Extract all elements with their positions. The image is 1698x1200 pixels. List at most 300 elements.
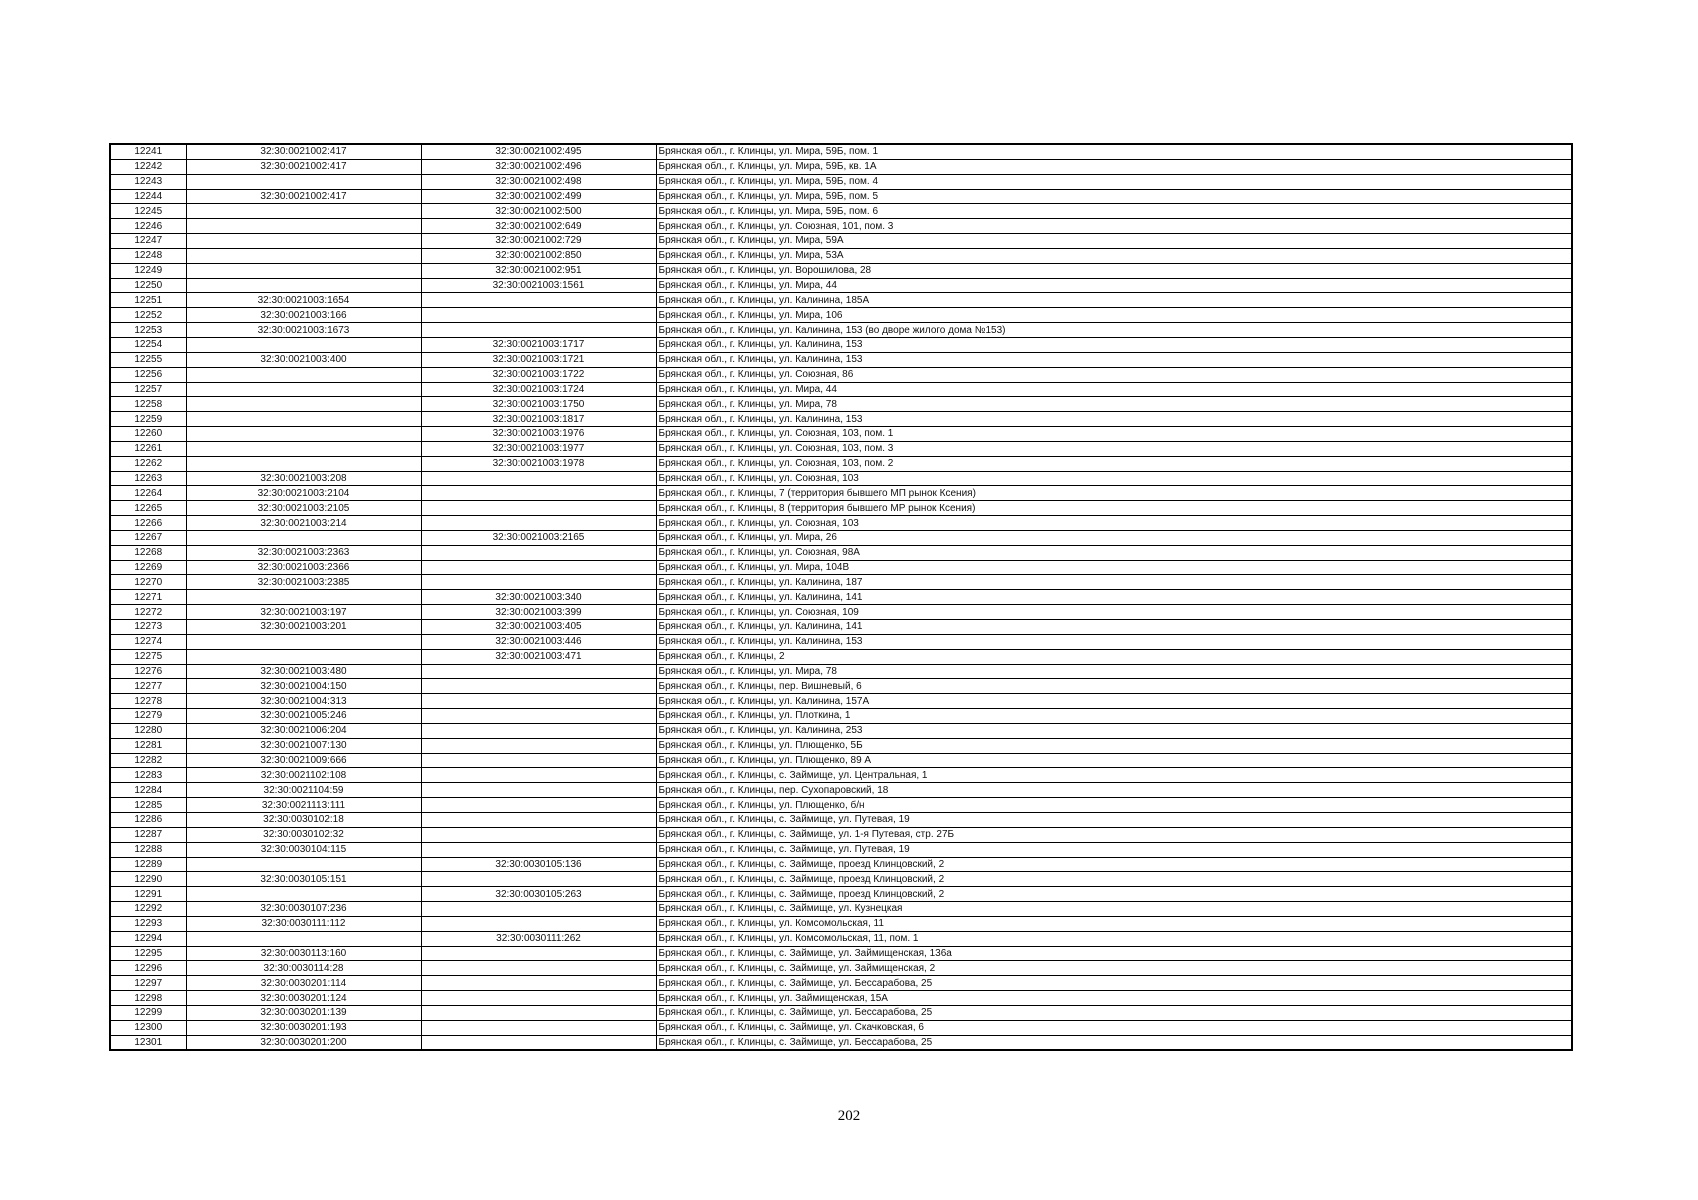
- address-cell: Брянская обл., г. Клинцы, ул. Мира, 78: [656, 397, 1572, 412]
- cadastral-number-cell: [421, 1035, 656, 1050]
- parent-cadastral-number-cell: 32:30:0021003:197: [186, 605, 421, 620]
- row-number-cell: 12243: [110, 174, 186, 189]
- table-row: [110, 323, 1572, 338]
- table-row: [110, 709, 1572, 724]
- address-cell: Брянская обл., г. Клинцы, 8 (территория бывшего МР рынок Ксения): [656, 501, 1572, 516]
- cadastral-number-cell: [421, 293, 656, 308]
- parent-cadastral-number-cell: [186, 367, 421, 382]
- parent-cadastral-number-cell: 32:30:0021003:2366: [186, 560, 421, 575]
- address-cell: Брянская обл., г. Клинцы, ул. Комсомольская, 11: [656, 916, 1572, 931]
- table-row: [110, 560, 1572, 575]
- table-row: [110, 308, 1572, 323]
- row-number-cell: 12298: [110, 991, 186, 1006]
- cadastral-number-cell: 32:30:0021002:951: [421, 263, 656, 278]
- cadastral-number-cell: 32:30:0021002:850: [421, 248, 656, 263]
- row-number-cell: 12269: [110, 560, 186, 575]
- parent-cadastral-number-cell: [186, 441, 421, 456]
- address-cell: Брянская обл., г. Клинцы, ул. Союзная, 103, пом. 2: [656, 456, 1572, 471]
- table-row: [110, 946, 1572, 961]
- row-number-cell: 12251: [110, 293, 186, 308]
- address-cell: Брянская обл., г. Клинцы, ул. Калинина, 141: [656, 590, 1572, 605]
- table-row: [110, 738, 1572, 753]
- table-row: [110, 812, 1572, 827]
- row-number-cell: 12250: [110, 278, 186, 293]
- cadastral-number-cell: [421, 545, 656, 560]
- address-cell: Брянская обл., г. Клинцы, ул. Мира, 59Б, кв. 1А: [656, 159, 1572, 174]
- parent-cadastral-number-cell: 32:30:0030201:193: [186, 1020, 421, 1035]
- row-number-cell: 12295: [110, 946, 186, 961]
- parent-cadastral-number-cell: [186, 278, 421, 293]
- row-number-cell: 12283: [110, 768, 186, 783]
- address-cell: Брянская обл., г. Клинцы, ул. Мира, 59Б, пом. 1: [656, 144, 1572, 159]
- address-cell: Брянская обл., г. Клинцы, с. Займище, ул. Займищенская, 2: [656, 961, 1572, 976]
- table-row: [110, 530, 1572, 545]
- cadastral-number-cell: [421, 486, 656, 501]
- table-row: [110, 501, 1572, 516]
- table-row: [110, 976, 1572, 991]
- row-number-cell: 12279: [110, 709, 186, 724]
- table-row: [110, 605, 1572, 620]
- row-number-cell: 12267: [110, 530, 186, 545]
- cadastral-number-cell: 32:30:0021003:1977: [421, 441, 656, 456]
- cadastral-number-cell: 32:30:0021003:1976: [421, 427, 656, 442]
- row-number-cell: 12252: [110, 308, 186, 323]
- cadastral-number-cell: 32:30:0021003:1978: [421, 456, 656, 471]
- address-cell: Брянская обл., г. Клинцы, ул. Калинина, 141: [656, 620, 1572, 635]
- address-cell: Брянская обл., г. Клинцы, ул. Союзная, 86: [656, 367, 1572, 382]
- cadastral-number-cell: [421, 575, 656, 590]
- parent-cadastral-number-cell: 32:30:0030113:160: [186, 946, 421, 961]
- parent-cadastral-number-cell: 32:30:0021003:166: [186, 308, 421, 323]
- row-number-cell: 12285: [110, 798, 186, 813]
- address-cell: Брянская обл., г. Клинцы, ул. Мира, 44: [656, 382, 1572, 397]
- table-row: [110, 931, 1572, 946]
- row-number-cell: 12255: [110, 352, 186, 367]
- cadastral-number-cell: [421, 753, 656, 768]
- cadastral-number-cell: 32:30:0021003:1717: [421, 337, 656, 352]
- address-cell: Брянская обл., г. Клинцы, ул. Плющенко, б/н: [656, 798, 1572, 813]
- row-number-cell: 12260: [110, 427, 186, 442]
- row-number-cell: 12271: [110, 590, 186, 605]
- address-cell: Брянская обл., г. Клинцы, с. Займище, проезд Клинцовский, 2: [656, 857, 1572, 872]
- table-row: [110, 679, 1572, 694]
- address-cell: Брянская обл., г. Клинцы, ул. Плющенко, 5Б: [656, 738, 1572, 753]
- parent-cadastral-number-cell: 32:30:0021003:1654: [186, 293, 421, 308]
- parent-cadastral-number-cell: 32:30:0021003:480: [186, 664, 421, 679]
- table-row: [110, 159, 1572, 174]
- table-row: [110, 352, 1572, 367]
- table-row: [110, 1020, 1572, 1035]
- parent-cadastral-number-cell: 32:30:0021009:666: [186, 753, 421, 768]
- row-number-cell: 12247: [110, 234, 186, 249]
- parent-cadastral-number-cell: [186, 337, 421, 352]
- cadastral-number-cell: [421, 308, 656, 323]
- parent-cadastral-number-cell: 32:30:0021002:417: [186, 159, 421, 174]
- row-number-cell: 12284: [110, 783, 186, 798]
- table-row: [110, 916, 1572, 931]
- row-number-cell: 12275: [110, 649, 186, 664]
- address-cell: Брянская обл., г. Клинцы, с. Займище, ул. Путевая, 19: [656, 842, 1572, 857]
- table-row: [110, 189, 1572, 204]
- cadastral-number-cell: 32:30:0030111:262: [421, 931, 656, 946]
- table-row: [110, 768, 1572, 783]
- cadastral-number-cell: 32:30:0021002:649: [421, 219, 656, 234]
- cadastral-number-cell: 32:30:0030105:136: [421, 857, 656, 872]
- cadastral-number-cell: 32:30:0021003:1817: [421, 412, 656, 427]
- row-number-cell: 12257: [110, 382, 186, 397]
- cadastral-number-cell: [421, 516, 656, 531]
- cadastral-number-cell: [421, 738, 656, 753]
- row-number-cell: 12268: [110, 545, 186, 560]
- table-row: [110, 783, 1572, 798]
- row-number-cell: 12293: [110, 916, 186, 931]
- table-row: [110, 723, 1572, 738]
- address-cell: Брянская обл., г. Клинцы, ул. Ворошилова, 28: [656, 263, 1572, 278]
- cadastral-number-cell: 32:30:0021003:2165: [421, 530, 656, 545]
- address-cell: Брянская обл., г. Клинцы, ул. Калинина, 153: [656, 634, 1572, 649]
- parent-cadastral-number-cell: [186, 234, 421, 249]
- address-cell: Брянская обл., г. Клинцы, ул. Союзная, 103: [656, 471, 1572, 486]
- address-cell: Брянская обл., г. Клинцы, ул. Мира, 106: [656, 308, 1572, 323]
- table-row: [110, 293, 1572, 308]
- address-cell: Брянская обл., г. Клинцы, ул. Калинина, 187: [656, 575, 1572, 590]
- parent-cadastral-number-cell: [186, 397, 421, 412]
- cadastral-number-cell: 32:30:0021003:446: [421, 634, 656, 649]
- row-number-cell: 12276: [110, 664, 186, 679]
- table-row: [110, 367, 1572, 382]
- row-number-cell: 12265: [110, 501, 186, 516]
- address-cell: Брянская обл., г. Клинцы, ул. Калинина, 153: [656, 412, 1572, 427]
- cadastral-number-cell: [421, 902, 656, 917]
- address-cell: Брянская обл., г. Клинцы, ул. Плоткина, 1: [656, 709, 1572, 724]
- row-number-cell: 12254: [110, 337, 186, 352]
- address-cell: Брянская обл., г. Клинцы, ул. Комсомольская, 11, пом. 1: [656, 931, 1572, 946]
- table-row: [110, 991, 1572, 1006]
- table-row: [110, 204, 1572, 219]
- row-number-cell: 12278: [110, 694, 186, 709]
- parent-cadastral-number-cell: 32:30:0030102:32: [186, 827, 421, 842]
- row-number-cell: 12272: [110, 605, 186, 620]
- parent-cadastral-number-cell: [186, 219, 421, 234]
- table-row: [110, 827, 1572, 842]
- row-number-cell: 12249: [110, 263, 186, 278]
- address-cell: Брянская обл., г. Клинцы, ул. Союзная, 103: [656, 516, 1572, 531]
- address-cell: Брянская обл., г. Клинцы, ул. Мира, 78: [656, 664, 1572, 679]
- parent-cadastral-number-cell: 32:30:0021004:150: [186, 679, 421, 694]
- address-cell: Брянская обл., г. Клинцы, 7 (территория бывшего МП рынок Ксения): [656, 486, 1572, 501]
- table-row: [110, 248, 1572, 263]
- table-row: [110, 902, 1572, 917]
- address-cell: Брянская обл., г. Клинцы, с. Займище, проезд Клинцовский, 2: [656, 872, 1572, 887]
- parent-cadastral-number-cell: [186, 931, 421, 946]
- parent-cadastral-number-cell: 32:30:0030104:115: [186, 842, 421, 857]
- row-number-cell: 12264: [110, 486, 186, 501]
- table-row: [110, 857, 1572, 872]
- address-cell: Брянская обл., г. Клинцы, с. Займище, ул. Центральная, 1: [656, 768, 1572, 783]
- cadastral-number-cell: [421, 783, 656, 798]
- row-number-cell: 12245: [110, 204, 186, 219]
- cadastral-number-cell: [421, 723, 656, 738]
- register-table-body: [110, 144, 1572, 1050]
- row-number-cell: 12263: [110, 471, 186, 486]
- address-cell: Брянская обл., г. Клинцы, ул. Калинина, 153 (во дворе жилого дома №153): [656, 323, 1572, 338]
- address-cell: Брянская обл., г. Клинцы, ул. Мира, 104В: [656, 560, 1572, 575]
- address-cell: Брянская обл., г. Клинцы, 2: [656, 649, 1572, 664]
- parent-cadastral-number-cell: [186, 204, 421, 219]
- row-number-cell: 12297: [110, 976, 186, 991]
- table-row: [110, 842, 1572, 857]
- address-cell: Брянская обл., г. Клинцы, ул. Займищенская, 15А: [656, 991, 1572, 1006]
- table-row: [110, 382, 1572, 397]
- cadastral-number-cell: [421, 976, 656, 991]
- parent-cadastral-number-cell: [186, 382, 421, 397]
- row-number-cell: 12244: [110, 189, 186, 204]
- address-cell: Брянская обл., г. Клинцы, ул. Мира, 26: [656, 530, 1572, 545]
- row-number-cell: 12287: [110, 827, 186, 842]
- row-number-cell: 12289: [110, 857, 186, 872]
- parent-cadastral-number-cell: 32:30:0030107:236: [186, 902, 421, 917]
- parent-cadastral-number-cell: [186, 649, 421, 664]
- table-row: [110, 753, 1572, 768]
- address-cell: Брянская обл., г. Клинцы, ул. Калинина, 185А: [656, 293, 1572, 308]
- parent-cadastral-number-cell: 32:30:0021003:2105: [186, 501, 421, 516]
- row-number-cell: 12242: [110, 159, 186, 174]
- table-row: [110, 412, 1572, 427]
- row-number-cell: 12288: [110, 842, 186, 857]
- address-cell: Брянская обл., г. Клинцы, ул. Союзная, 103, пом. 1: [656, 427, 1572, 442]
- address-cell: Брянская обл., г. Клинцы, ул. Калинина, 153: [656, 337, 1572, 352]
- parent-cadastral-number-cell: 32:30:0021006:204: [186, 723, 421, 738]
- table-row: [110, 441, 1572, 456]
- cadastral-number-cell: [421, 991, 656, 1006]
- address-cell: Брянская обл., г. Клинцы, ул. Союзная, 98А: [656, 545, 1572, 560]
- table-row: [110, 887, 1572, 902]
- cadastral-number-cell: [421, 916, 656, 931]
- cadastral-number-cell: 32:30:0021003:405: [421, 620, 656, 635]
- address-cell: Брянская обл., г. Клинцы, ул. Мира, 53А: [656, 248, 1572, 263]
- cadastral-number-cell: [421, 560, 656, 575]
- cadastral-number-cell: [421, 1020, 656, 1035]
- row-number-cell: 12248: [110, 248, 186, 263]
- parent-cadastral-number-cell: [186, 427, 421, 442]
- cadastral-number-cell: [421, 946, 656, 961]
- address-cell: Брянская обл., г. Клинцы, ул. Мира, 59Б, пом. 6: [656, 204, 1572, 219]
- row-number-cell: 12281: [110, 738, 186, 753]
- address-cell: Брянская обл., г. Клинцы, ул. Союзная, 101, пом. 3: [656, 219, 1572, 234]
- address-cell: Брянская обл., г. Клинцы, с. Займище, ул. Скачковская, 6: [656, 1020, 1572, 1035]
- table-row: [110, 590, 1572, 605]
- table-row: [110, 664, 1572, 679]
- table-row: [110, 620, 1572, 635]
- table-row: [110, 278, 1572, 293]
- cadastral-number-cell: [421, 961, 656, 976]
- table-row: [110, 263, 1572, 278]
- table-row: [110, 575, 1572, 590]
- row-number-cell: 12282: [110, 753, 186, 768]
- table-row: [110, 961, 1572, 976]
- row-number-cell: 12241: [110, 144, 186, 159]
- row-number-cell: 12246: [110, 219, 186, 234]
- table-row: [110, 456, 1572, 471]
- row-number-cell: 12262: [110, 456, 186, 471]
- cadastral-number-cell: 32:30:0030105:263: [421, 887, 656, 902]
- parent-cadastral-number-cell: 32:30:0030114:28: [186, 961, 421, 976]
- row-number-cell: 12294: [110, 931, 186, 946]
- row-number-cell: 12253: [110, 323, 186, 338]
- parent-cadastral-number-cell: 32:30:0030105:151: [186, 872, 421, 887]
- parent-cadastral-number-cell: [186, 530, 421, 545]
- cadastral-number-cell: [421, 1005, 656, 1020]
- row-number-cell: 12296: [110, 961, 186, 976]
- table-row: [110, 219, 1572, 234]
- row-number-cell: 12258: [110, 397, 186, 412]
- parent-cadastral-number-cell: [186, 412, 421, 427]
- parent-cadastral-number-cell: [186, 590, 421, 605]
- table-row: [110, 427, 1572, 442]
- cadastral-number-cell: [421, 323, 656, 338]
- row-number-cell: 12301: [110, 1035, 186, 1050]
- cadastral-number-cell: 32:30:0021002:496: [421, 159, 656, 174]
- parent-cadastral-number-cell: 32:30:0021003:214: [186, 516, 421, 531]
- parent-cadastral-number-cell: 32:30:0030111:112: [186, 916, 421, 931]
- cadastral-number-cell: 32:30:0021003:399: [421, 605, 656, 620]
- address-cell: Брянская обл., г. Клинцы, ул. Мира, 59Б, пом. 4: [656, 174, 1572, 189]
- row-number-cell: 12290: [110, 872, 186, 887]
- address-cell: Брянская обл., г. Клинцы, пер. Сухопаровский, 18: [656, 783, 1572, 798]
- parent-cadastral-number-cell: 32:30:0021005:246: [186, 709, 421, 724]
- cadastral-number-cell: [421, 872, 656, 887]
- table-row: [110, 516, 1572, 531]
- row-number-cell: 12299: [110, 1005, 186, 1020]
- cadastral-number-cell: [421, 709, 656, 724]
- parent-cadastral-number-cell: [186, 263, 421, 278]
- register-table-container: [109, 143, 1571, 1051]
- table-row: [110, 174, 1572, 189]
- address-cell: Брянская обл., г. Клинцы, ул. Мира, 59А: [656, 234, 1572, 249]
- parent-cadastral-number-cell: 32:30:0021002:417: [186, 144, 421, 159]
- cadastral-number-cell: [421, 679, 656, 694]
- parent-cadastral-number-cell: 32:30:0030201:124: [186, 991, 421, 1006]
- address-cell: Брянская обл., г. Клинцы, с. Займище, проезд Клинцовский, 2: [656, 887, 1572, 902]
- address-cell: Брянская обл., г. Клинцы, ул. Союзная, 103, пом. 3: [656, 441, 1572, 456]
- address-cell: Брянская обл., г. Клинцы, с. Займище, ул. Бессарабова, 25: [656, 1035, 1572, 1050]
- address-cell: Брянская обл., г. Клинцы, с. Займище, ул. Бессарабова, 25: [656, 976, 1572, 991]
- cadastral-number-cell: [421, 842, 656, 857]
- table-row: [110, 397, 1572, 412]
- cadastral-number-cell: [421, 501, 656, 516]
- address-cell: Брянская обл., г. Клинцы, с. Займище, ул. Займищенская, 136а: [656, 946, 1572, 961]
- address-cell: Брянская обл., г. Клинцы, ул. Калинина, 253: [656, 723, 1572, 738]
- cadastral-number-cell: 32:30:0021002:500: [421, 204, 656, 219]
- row-number-cell: 12280: [110, 723, 186, 738]
- table-row: [110, 545, 1572, 560]
- cadastral-number-cell: 32:30:0021003:1722: [421, 367, 656, 382]
- table-row: [110, 337, 1572, 352]
- parent-cadastral-number-cell: 32:30:0030201:139: [186, 1005, 421, 1020]
- cadastral-number-cell: 32:30:0021003:471: [421, 649, 656, 664]
- parent-cadastral-number-cell: [186, 887, 421, 902]
- parent-cadastral-number-cell: 32:30:0030201:114: [186, 976, 421, 991]
- address-cell: Брянская обл., г. Клинцы, ул. Калинина, 157А: [656, 694, 1572, 709]
- address-cell: Брянская обл., г. Клинцы, ул. Мира, 44: [656, 278, 1572, 293]
- parent-cadastral-number-cell: 32:30:0021004:313: [186, 694, 421, 709]
- parent-cadastral-number-cell: [186, 248, 421, 263]
- table-row: [110, 1005, 1572, 1020]
- parent-cadastral-number-cell: 32:30:0021003:208: [186, 471, 421, 486]
- address-cell: Брянская обл., г. Клинцы, с. Займище, ул. 1-я Путевая, стр. 27Б: [656, 827, 1572, 842]
- table-row: [110, 234, 1572, 249]
- address-cell: Брянская обл., г. Клинцы, ул. Мира, 59Б, пом. 5: [656, 189, 1572, 204]
- address-cell: Брянская обл., г. Клинцы, с. Займище, ул. Кузнецкая: [656, 902, 1572, 917]
- parent-cadastral-number-cell: 32:30:0021003:400: [186, 352, 421, 367]
- parent-cadastral-number-cell: [186, 456, 421, 471]
- table-row: [110, 471, 1572, 486]
- cadastral-number-cell: [421, 768, 656, 783]
- table-row: [110, 486, 1572, 501]
- table-row: [110, 649, 1572, 664]
- cadastral-number-cell: 32:30:0021003:1561: [421, 278, 656, 293]
- row-number-cell: 12292: [110, 902, 186, 917]
- page-number: 202: [837, 1108, 861, 1124]
- parent-cadastral-number-cell: 32:30:0021113:111: [186, 798, 421, 813]
- row-number-cell: 12266: [110, 516, 186, 531]
- parent-cadastral-number-cell: [186, 174, 421, 189]
- row-number-cell: 12270: [110, 575, 186, 590]
- parent-cadastral-number-cell: [186, 857, 421, 872]
- cadastral-number-cell: 32:30:0021002:498: [421, 174, 656, 189]
- parent-cadastral-number-cell: 32:30:0021003:2385: [186, 575, 421, 590]
- parent-cadastral-number-cell: 32:30:0021003:2363: [186, 545, 421, 560]
- row-number-cell: 12277: [110, 679, 186, 694]
- parent-cadastral-number-cell: 32:30:0021104:59: [186, 783, 421, 798]
- table-row: [110, 694, 1572, 709]
- table-row: [110, 144, 1572, 159]
- cadastral-number-cell: [421, 694, 656, 709]
- cadastral-number-cell: 32:30:0021002:499: [421, 189, 656, 204]
- address-cell: Брянская обл., г. Клинцы, ул. Калинина, 153: [656, 352, 1572, 367]
- cadastral-number-cell: [421, 471, 656, 486]
- parent-cadastral-number-cell: 32:30:0030102:18: [186, 812, 421, 827]
- table-row: [110, 1035, 1572, 1050]
- table-row: [110, 634, 1572, 649]
- parent-cadastral-number-cell: 32:30:0021003:2104: [186, 486, 421, 501]
- cadastral-number-cell: 32:30:0021003:1724: [421, 382, 656, 397]
- cadastral-number-cell: 32:30:0021003:1721: [421, 352, 656, 367]
- table-row: [110, 872, 1572, 887]
- row-number-cell: 12291: [110, 887, 186, 902]
- parent-cadastral-number-cell: 32:30:0021102:108: [186, 768, 421, 783]
- parent-cadastral-number-cell: 32:30:0021007:130: [186, 738, 421, 753]
- row-number-cell: 12273: [110, 620, 186, 635]
- cadastral-number-cell: 32:30:0021002:729: [421, 234, 656, 249]
- row-number-cell: 12286: [110, 812, 186, 827]
- address-cell: Брянская обл., г. Клинцы, ул. Плющенко, 89 А: [656, 753, 1572, 768]
- address-cell: Брянская обл., г. Клинцы, ул. Союзная, 109: [656, 605, 1572, 620]
- address-cell: Брянская обл., г. Клинцы, с. Займище, ул. Путевая, 19: [656, 812, 1572, 827]
- row-number-cell: 12259: [110, 412, 186, 427]
- cadastral-number-cell: [421, 827, 656, 842]
- cadastral-number-cell: 32:30:0021003:340: [421, 590, 656, 605]
- table-row: [110, 798, 1572, 813]
- parent-cadastral-number-cell: 32:30:0030201:200: [186, 1035, 421, 1050]
- cadastral-number-cell: [421, 664, 656, 679]
- cadastral-number-cell: [421, 798, 656, 813]
- parent-cadastral-number-cell: 32:30:0021003:201: [186, 620, 421, 635]
- cadastral-number-cell: [421, 812, 656, 827]
- register-table: [109, 143, 1573, 1051]
- row-number-cell: 12256: [110, 367, 186, 382]
- row-number-cell: 12261: [110, 441, 186, 456]
